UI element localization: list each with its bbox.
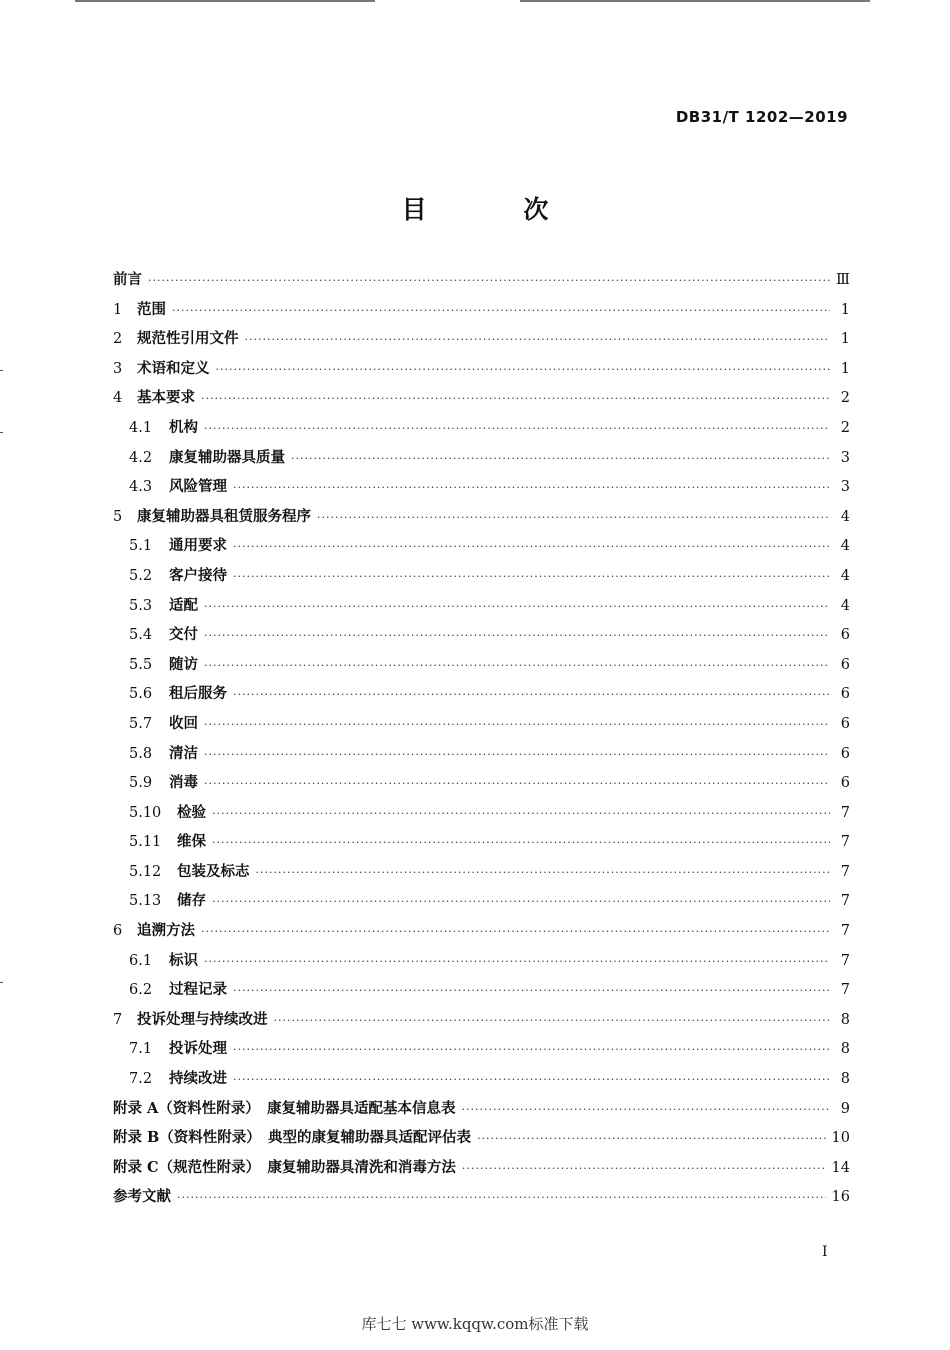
toc-entry-page: 4: [840, 508, 850, 525]
page-number: I: [822, 1244, 828, 1260]
toc-entry-label: 收回: [169, 714, 198, 732]
toc-entry-number: 7.2: [129, 1071, 153, 1088]
page-title: 目 次: [401, 195, 593, 224]
toc-entry-number: 5.2: [129, 567, 153, 584]
toc-entry[interactable]: [113, 1126, 850, 1156]
toc-entry-label: 包装及标志: [177, 862, 250, 880]
toc-entry[interactable]: [113, 712, 850, 742]
toc-entry-page: 7: [840, 982, 850, 999]
toc-dot-leader: [204, 659, 830, 672]
toc-dot-leader: [204, 718, 830, 731]
toc-entry-page: 3: [840, 449, 850, 466]
toc-entry-page: 7: [840, 952, 850, 969]
toc-dot-leader: [216, 363, 831, 376]
toc-entry-number: 5.1: [129, 538, 153, 555]
standard-code: DB31/T 1202—2019: [675, 108, 848, 126]
toc-entry-page: Ⅲ: [836, 272, 850, 288]
toc-dot-leader: [233, 688, 830, 701]
toc-entry[interactable]: [113, 1156, 850, 1186]
toc-entry-label: 消毒: [169, 774, 198, 792]
toc-entry-page: 3: [840, 479, 850, 496]
toc-entry-number: 2: [113, 331, 123, 348]
toc-entry[interactable]: [113, 1037, 850, 1067]
toc-entry-label: 过程记录: [169, 981, 227, 999]
toc-entry-label: 客户接待: [169, 566, 227, 584]
toc-dot-leader: [233, 540, 830, 553]
toc-entry-page: 7: [840, 834, 850, 851]
toc-entry[interactable]: [113, 386, 850, 416]
toc-entry[interactable]: [113, 653, 850, 683]
toc-entry-number: 5.5: [129, 656, 153, 673]
toc-entry[interactable]: [113, 830, 850, 860]
toc-entry-label: 前言: [113, 271, 142, 288]
toc-entry-label: 康复辅助器具租赁服务程序: [137, 507, 311, 525]
toc-entry-number: 5.13: [129, 893, 162, 910]
toc-entry-number: 6.1: [129, 952, 153, 969]
toc-dot-leader: [212, 836, 830, 849]
toc-dot-leader: [201, 392, 830, 405]
toc-entry-page: 1: [840, 301, 850, 318]
toc-dot-leader: [212, 807, 830, 820]
toc-entry-label: 风险管理: [169, 478, 227, 496]
toc-entry-number: 4: [113, 390, 123, 407]
toc-entry-label: 通用要求: [169, 537, 227, 555]
toc-entry-number: 5: [113, 508, 123, 525]
toc-entry-label: 清洁: [169, 744, 198, 762]
toc-entry-label: 机构: [169, 418, 198, 436]
toc-entry-label: 标识: [169, 951, 198, 969]
footer-watermark: 库七七 www.kqqw.com标准下载: [361, 1315, 589, 1333]
toc-entry[interactable]: [113, 801, 850, 831]
scan-edge-mark: [0, 370, 3, 371]
toc-entry-page: 16: [831, 1189, 850, 1206]
toc-entry-page: 6: [840, 715, 850, 732]
toc-entry[interactable]: [113, 357, 850, 387]
toc-dot-leader: [317, 511, 830, 524]
toc-dot-leader: [233, 1043, 830, 1056]
toc-entry-label: 附录 C（规范性附录） 康复辅助器具清洗和消毒方法: [113, 1158, 456, 1176]
toc-entry[interactable]: [113, 475, 850, 505]
toc-entry-number: 5.8: [129, 745, 153, 762]
toc-entry[interactable]: [113, 889, 850, 919]
toc-entry-number: 5.6: [129, 686, 153, 703]
toc-dot-leader: [177, 1191, 826, 1204]
toc-dot-leader: [204, 600, 830, 613]
toc-entry-page: 6: [840, 775, 850, 792]
toc-entry-page: 14: [831, 1159, 850, 1176]
toc-entry-label: 范围: [137, 300, 166, 318]
toc-entry[interactable]: [113, 949, 850, 979]
toc-entry-page: 6: [840, 627, 850, 644]
toc-dot-leader: [172, 304, 830, 317]
table-of-contents: [113, 268, 850, 1215]
toc-entry[interactable]: [113, 919, 850, 949]
toc-entry-number: 4.3: [129, 479, 153, 496]
toc-dot-leader: [233, 481, 830, 494]
toc-entry-page: 4: [840, 538, 850, 555]
toc-entry[interactable]: [113, 623, 850, 653]
toc-entry-label: 追溯方法: [137, 922, 195, 940]
toc-dot-leader: [256, 866, 831, 879]
toc-dot-leader: [204, 422, 830, 435]
toc-entry-number: 4.1: [129, 419, 153, 436]
toc-entry-label: 维保: [177, 833, 206, 851]
toc-entry-page: 8: [840, 1011, 850, 1028]
scan-edge-mark: [0, 432, 3, 433]
toc-entry[interactable]: [113, 564, 850, 594]
toc-entry[interactable]: [113, 416, 850, 446]
scan-edge-mark: [0, 982, 3, 983]
toc-entry-label: 规范性引用文件: [137, 330, 239, 348]
toc-entry-page: 7: [840, 893, 850, 910]
toc-entry-page: 2: [840, 390, 850, 407]
toc-entry-label: 随访: [169, 655, 198, 673]
toc-entry-number: 5.12: [129, 863, 162, 880]
toc-entry-label: 适配: [169, 596, 198, 614]
toc-entry-page: 7: [840, 923, 850, 940]
toc-entry-page: 1: [840, 331, 850, 348]
toc-dot-leader: [245, 333, 831, 346]
toc-entry-number: 1: [113, 301, 123, 318]
toc-entry-page: 8: [840, 1041, 850, 1058]
toc-entry-label: 投诉处理: [169, 1040, 227, 1058]
toc-dot-leader: [477, 1132, 825, 1145]
toc-entry-label: 附录 B（资料性附录） 典型的康复辅助器具适配评估表: [113, 1129, 472, 1147]
toc-dot-leader: [233, 570, 830, 583]
toc-entry[interactable]: [113, 1097, 850, 1127]
toc-dot-leader: [148, 274, 830, 287]
toc-entry[interactable]: [113, 978, 850, 1008]
toc-entry-label: 康复辅助器具质量: [169, 448, 285, 466]
toc-entry-page: 7: [840, 804, 850, 821]
toc-entry-page: 8: [840, 1071, 850, 1088]
scan-edge-line-left: [75, 0, 375, 2]
toc-entry-page: 4: [840, 597, 850, 614]
toc-entry-number: 5.9: [129, 775, 153, 792]
toc-dot-leader: [462, 1162, 826, 1175]
toc-entry-label: 储存: [177, 892, 206, 910]
toc-dot-leader: [204, 955, 830, 968]
toc-dot-leader: [233, 984, 830, 997]
toc-dot-leader: [204, 629, 830, 642]
toc-entry-number: 5.3: [129, 597, 153, 614]
toc-entry-number: 5.11: [129, 834, 162, 851]
toc-entry-page: 6: [840, 686, 850, 703]
toc-entry-page: 2: [840, 419, 850, 436]
toc-entry-page: 1: [840, 360, 850, 377]
toc-dot-leader: [204, 748, 830, 761]
toc-entry-label: 术语和定义: [137, 359, 210, 377]
toc-entry-label: 基本要求: [137, 389, 195, 407]
toc-entry[interactable]: [113, 1008, 850, 1038]
toc-entry-number: 4.2: [129, 449, 153, 466]
toc-dot-leader: [291, 452, 830, 465]
toc-entry[interactable]: [113, 505, 850, 535]
toc-dot-leader: [204, 777, 830, 790]
toc-entry-label: 投诉处理与持续改进: [137, 1010, 268, 1028]
toc-dot-leader: [212, 895, 830, 908]
toc-entry-label: 检验: [177, 803, 206, 821]
toc-entry[interactable]: [113, 771, 850, 801]
toc-entry-page: 9: [840, 1100, 850, 1117]
toc-entry-number: 6: [113, 923, 123, 940]
toc-entry-label: 租后服务: [169, 685, 227, 703]
toc-entry[interactable]: [113, 327, 850, 357]
toc-entry-number: 5.4: [129, 627, 153, 644]
toc-entry-page: 6: [840, 656, 850, 673]
toc-entry[interactable]: [113, 594, 850, 624]
toc-entry-number: 6.2: [129, 982, 153, 999]
toc-entry-number: 7.1: [129, 1041, 153, 1058]
toc-entry[interactable]: [113, 742, 850, 772]
toc-dot-leader: [274, 1014, 831, 1027]
toc-entry-page: 6: [840, 745, 850, 762]
toc-dot-leader: [462, 1103, 830, 1116]
toc-entry-label: 持续改进: [169, 1070, 227, 1088]
toc-entry-label: 参考文献: [113, 1188, 171, 1206]
toc-entry[interactable]: [113, 298, 850, 328]
toc-entry-number: 3: [113, 360, 123, 377]
toc-entry[interactable]: [113, 1067, 850, 1097]
toc-entry[interactable]: [113, 1185, 850, 1215]
toc-entry[interactable]: [113, 682, 850, 712]
toc-entry[interactable]: [113, 446, 850, 476]
toc-entry-page: 4: [840, 567, 850, 584]
toc-dot-leader: [201, 925, 830, 938]
toc-entry[interactable]: [113, 268, 850, 298]
toc-dot-leader: [233, 1073, 830, 1086]
toc-entry-number: 5.7: [129, 715, 153, 732]
toc-entry-page: 10: [831, 1130, 850, 1147]
toc-entry-label: 附录 A（资料性附录） 康复辅助器具适配基本信息表: [113, 1099, 456, 1117]
toc-entry[interactable]: [113, 534, 850, 564]
toc-entry-number: 7: [113, 1011, 123, 1028]
toc-entry-label: 交付: [169, 626, 198, 644]
scan-edge-line-right: [520, 0, 870, 2]
toc-entry-number: 5.10: [129, 804, 162, 821]
toc-entry-page: 7: [840, 863, 850, 880]
toc-entry[interactable]: [113, 860, 850, 890]
